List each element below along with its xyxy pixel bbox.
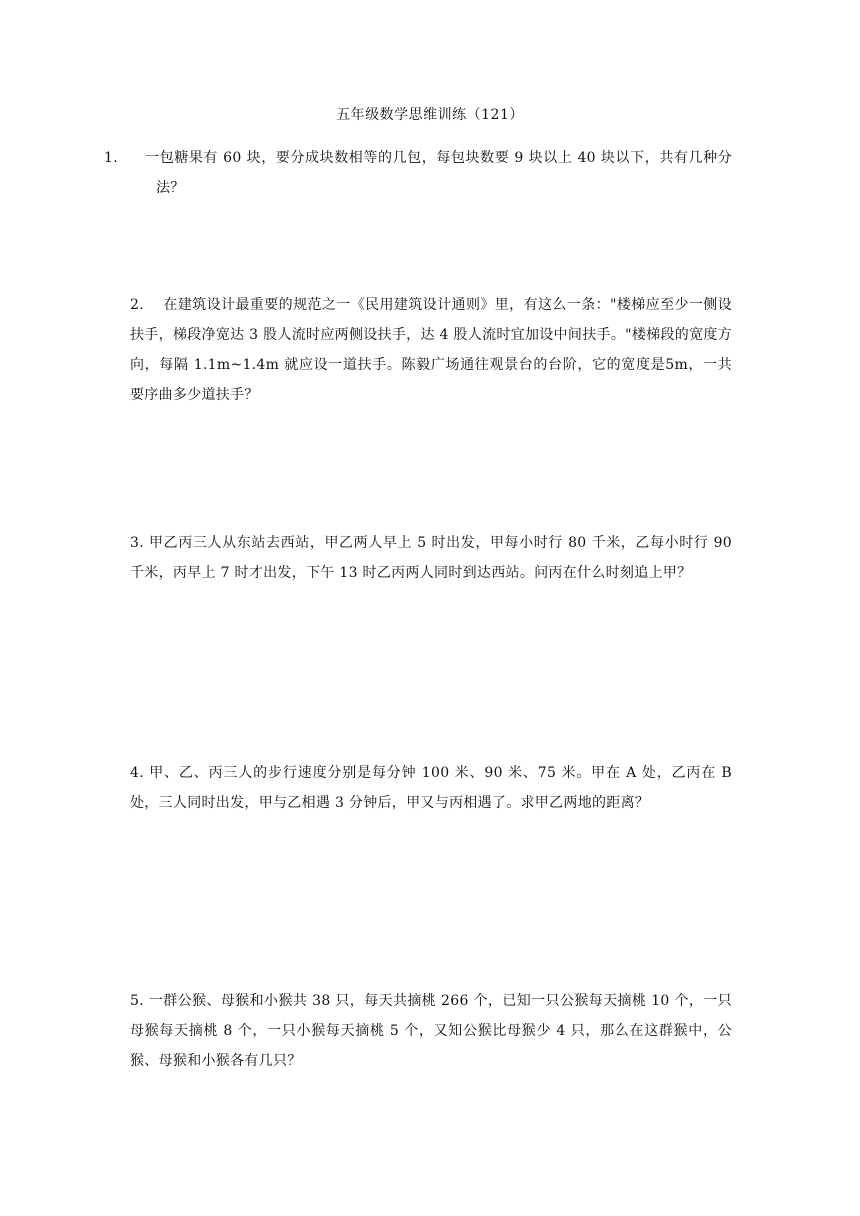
question-4-number: 4. [130,765,144,781]
question-3-text: 甲乙丙三人从东站去西站，甲乙两人早上 5 时出发，甲每小时行 80 千米，乙每小时行 90 千米，丙早上 7 时才出发，下午 13 时乙丙两人同时到达西站。问丙在什么时刻追上甲？ [130,535,732,581]
question-1-body: 1. 一包糖果有 60 块，要分成块数相等的几包，每包块数要 9 块以上 40 块以下，共有几种分法？ [104,150,732,196]
question-3-number: 3. [130,535,144,551]
question-2-text: 在建筑设计最重要的规范之一《民用建筑设计通则》里，有这么一条："楼梯应至少一侧设扶手，梯段净宽达 3 股人流时应两侧设扶手，达 4 股人流时宜加设中间扶手。"楼梯段的宽度方向，每隔 1.1m~1.4m 就应设一道扶手。陈毅广场通往观景台的台阶，它的宽度是5m，一共要序曲多少道扶手？ [130,297,732,403]
question-4 [130,758,732,818]
question-2 [130,290,732,410]
question-1-text: 一包糖果有 60 块，要分成块数相等的几包，每包块数要 9 块以上 40 块以下，共有几种分法？ [145,150,732,196]
question-2-number: 2. [130,297,144,313]
question-5 [130,986,732,1076]
question-4-text: 甲、乙、丙三人的步行速度分别是每分钟 100 米、90 米、75 米。甲在 A 处，乙丙在 B 处，三人同时出发，甲与乙相遇 3 分钟后，甲又与丙相遇了。求甲乙两地的距离？ [130,765,732,811]
question-5-text: 一群公猴、母猴和小猴共 38 只，每天共摘桃 266 个，已知一只公猴每天摘桃 10 个，一只母猴每天摘桃 8 个，一只小猴每天摘桃 5 个，又知公猴比母猴少 4 只，那么在这群猴中，公猴、母猴和小猴各有几只？ [130,993,732,1069]
question-3 [130,528,732,588]
page-title: 五年级数学思维训练（121） [336,107,524,123]
question-5-number: 5. [130,993,144,1009]
question-1 [104,143,732,203]
